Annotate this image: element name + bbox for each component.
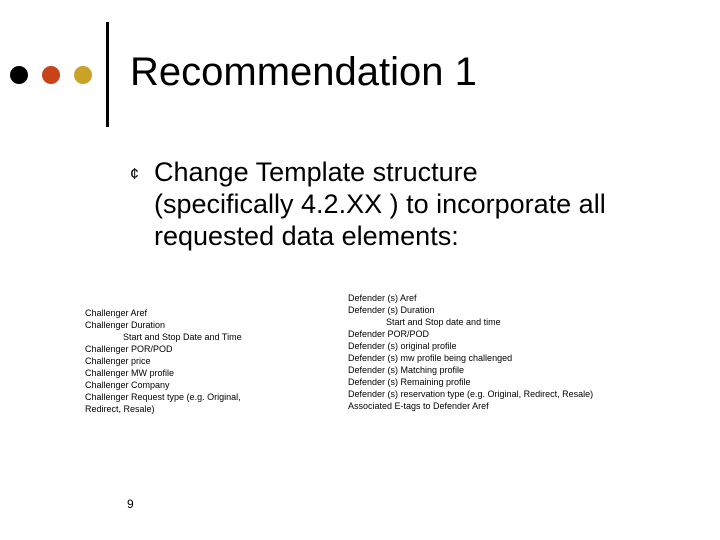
list-item: Defender (s) mw profile being challenged [348,353,513,363]
list-item: Start and Stop Date and Time [123,332,242,342]
list-item: Defender (s) Duration [348,305,435,315]
title-divider-line [106,22,109,127]
defender-elements-list [348,292,593,412]
list-item: Defender (s) Aref [348,293,417,303]
list-item: Associated E-tags to Defender Aref [348,401,489,411]
list-item: Defender (s) Remaining profile [348,377,471,387]
list-item: Challenger Request type (e.g. Original, [85,392,241,402]
main-bullet [154,156,694,252]
gold-dot-icon [74,66,92,84]
list-item: Challenger Company [85,380,170,390]
black-dot-icon [10,66,28,84]
list-item: Challenger POR/POD [85,344,173,354]
list-item: Start and Stop date and time [386,317,501,327]
list-item: Redirect, Resale) [85,404,155,414]
slide-title: Recommendation 1 [130,50,477,94]
bullet-marker-icon: ¢ [130,166,139,183]
challenger-elements-list [85,307,242,415]
main-bullet-line: (specifically 4.2.XX ) to incorporate all [154,189,606,219]
decorative-dots [10,66,94,84]
list-item: Challenger price [85,356,151,366]
list-item: Defender (s) reservation type (e.g. Original, Redirect, Resale) [348,389,594,399]
list-item: Defender POR/POD [348,329,430,339]
list-item: Challenger Aref [85,308,148,318]
list-item: Defender (s) original profile [348,341,457,351]
main-bullet-line: Change Template structure [154,157,478,187]
red-dot-icon [42,66,60,84]
main-bullet-line: requested data elements: [154,221,459,251]
list-item: Defender (s) Matching profile [348,365,465,375]
page-number: 9 [127,497,134,511]
list-item: Challenger Duration [85,320,166,330]
list-item: Challenger MW profile [85,368,175,378]
